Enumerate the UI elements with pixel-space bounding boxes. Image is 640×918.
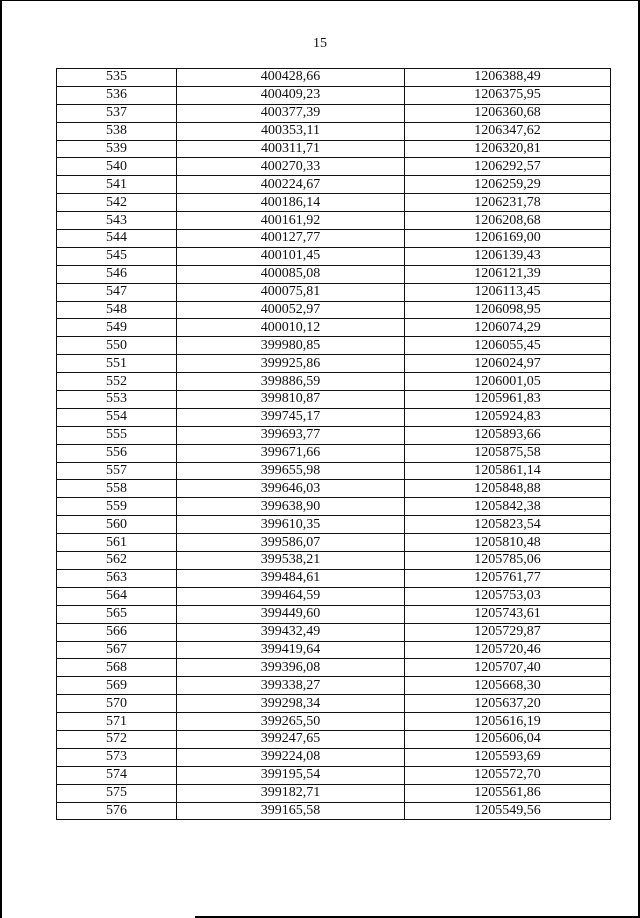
coordinates-table-body [57, 69, 611, 820]
scan-border-top [0, 0, 640, 1]
x-coordinate-cell: 399432,49 [177, 623, 405, 641]
table-row [57, 283, 611, 301]
x-coordinate-cell: 399419,64 [177, 641, 405, 659]
point-number-cell: 569 [57, 677, 177, 695]
x-coordinate-cell: 399224,08 [177, 748, 405, 766]
table-row [57, 552, 611, 570]
y-coordinate-cell: 1205606,04 [405, 730, 611, 748]
y-coordinate-cell: 1205753,03 [405, 587, 611, 605]
point-number-cell: 559 [57, 498, 177, 516]
x-coordinate-cell: 399745,17 [177, 408, 405, 426]
x-coordinate-cell: 400186,14 [177, 194, 405, 212]
x-coordinate-cell: 400224,67 [177, 176, 405, 194]
point-number-cell: 573 [57, 748, 177, 766]
y-coordinate-cell: 1205549,56 [405, 802, 611, 820]
point-number-cell: 554 [57, 408, 177, 426]
table-row [57, 462, 611, 480]
y-coordinate-cell: 1206375,95 [405, 86, 611, 104]
y-coordinate-cell: 1206001,05 [405, 373, 611, 391]
x-coordinate-cell: 400270,33 [177, 158, 405, 176]
y-coordinate-cell: 1205743,61 [405, 605, 611, 623]
y-coordinate-cell: 1205720,46 [405, 641, 611, 659]
x-coordinate-cell: 399165,58 [177, 802, 405, 820]
table-row [57, 176, 611, 194]
table-row [57, 212, 611, 230]
x-coordinate-cell: 400377,39 [177, 104, 405, 122]
scan-border-left [0, 0, 2, 918]
table-row [57, 784, 611, 802]
x-coordinate-cell: 399247,65 [177, 730, 405, 748]
table-row [57, 140, 611, 158]
x-coordinate-cell: 400085,08 [177, 265, 405, 283]
table-row [57, 659, 611, 677]
table-row [57, 444, 611, 462]
y-coordinate-cell: 1205572,70 [405, 766, 611, 784]
point-number-cell: 555 [57, 426, 177, 444]
y-coordinate-cell: 1205637,20 [405, 695, 611, 713]
x-coordinate-cell: 400075,81 [177, 283, 405, 301]
point-number-cell: 540 [57, 158, 177, 176]
point-number-cell: 560 [57, 516, 177, 534]
x-coordinate-cell: 399886,59 [177, 373, 405, 391]
x-coordinate-cell: 400101,45 [177, 247, 405, 265]
table-row [57, 426, 611, 444]
point-number-cell: 556 [57, 444, 177, 462]
point-number-cell: 545 [57, 247, 177, 265]
table-row [57, 480, 611, 498]
y-coordinate-cell: 1206360,68 [405, 104, 611, 122]
y-coordinate-cell: 1205561,86 [405, 784, 611, 802]
y-coordinate-cell: 1205785,06 [405, 552, 611, 570]
point-number-cell: 537 [57, 104, 177, 122]
point-number-cell: 557 [57, 462, 177, 480]
table-row [57, 748, 611, 766]
table-row [57, 498, 611, 516]
y-coordinate-cell: 1205848,88 [405, 480, 611, 498]
y-coordinate-cell: 1206347,62 [405, 122, 611, 140]
table-row [57, 158, 611, 176]
point-number-cell: 571 [57, 713, 177, 731]
table-row [57, 534, 611, 552]
y-coordinate-cell: 1206139,43 [405, 247, 611, 265]
x-coordinate-cell: 400353,11 [177, 122, 405, 140]
table-row [57, 122, 611, 140]
coordinates-table [56, 68, 611, 820]
point-number-cell: 541 [57, 176, 177, 194]
point-number-cell: 543 [57, 212, 177, 230]
x-coordinate-cell: 399671,66 [177, 444, 405, 462]
x-coordinate-cell: 399338,27 [177, 677, 405, 695]
point-number-cell: 576 [57, 802, 177, 820]
point-number-cell: 548 [57, 301, 177, 319]
table-row [57, 605, 611, 623]
point-number-cell: 552 [57, 373, 177, 391]
x-coordinate-cell: 399980,85 [177, 337, 405, 355]
point-number-cell: 550 [57, 337, 177, 355]
table-row [57, 265, 611, 283]
y-coordinate-cell: 1206259,29 [405, 176, 611, 194]
y-coordinate-cell: 1205823,54 [405, 516, 611, 534]
table-row [57, 408, 611, 426]
table-row [57, 516, 611, 534]
y-coordinate-cell: 1206231,78 [405, 194, 611, 212]
y-coordinate-cell: 1205961,83 [405, 391, 611, 409]
y-coordinate-cell: 1206055,45 [405, 337, 611, 355]
table-row [57, 641, 611, 659]
x-coordinate-cell: 400428,66 [177, 69, 405, 87]
table-row [57, 677, 611, 695]
table-row [57, 86, 611, 104]
x-coordinate-cell: 400409,23 [177, 86, 405, 104]
table-row [57, 247, 611, 265]
y-coordinate-cell: 1206074,29 [405, 319, 611, 337]
point-number-cell: 567 [57, 641, 177, 659]
y-coordinate-cell: 1205707,40 [405, 659, 611, 677]
point-number-cell: 570 [57, 695, 177, 713]
y-coordinate-cell: 1205875,58 [405, 444, 611, 462]
y-coordinate-cell: 1205729,87 [405, 623, 611, 641]
point-number-cell: 575 [57, 784, 177, 802]
point-number-cell: 546 [57, 265, 177, 283]
table-row [57, 623, 611, 641]
x-coordinate-cell: 400311,71 [177, 140, 405, 158]
point-number-cell: 547 [57, 283, 177, 301]
point-number-cell: 562 [57, 552, 177, 570]
y-coordinate-cell: 1205924,83 [405, 408, 611, 426]
x-coordinate-cell: 399655,98 [177, 462, 405, 480]
x-coordinate-cell: 400010,12 [177, 319, 405, 337]
table-row [57, 230, 611, 248]
x-coordinate-cell: 399195,54 [177, 766, 405, 784]
x-coordinate-cell: 399265,50 [177, 713, 405, 731]
y-coordinate-cell: 1206024,97 [405, 355, 611, 373]
x-coordinate-cell: 399638,90 [177, 498, 405, 516]
table-row [57, 802, 611, 820]
y-coordinate-cell: 1206208,68 [405, 212, 611, 230]
table-row [57, 391, 611, 409]
y-coordinate-cell: 1205761,77 [405, 569, 611, 587]
x-coordinate-cell: 399484,61 [177, 569, 405, 587]
y-coordinate-cell: 1206320,81 [405, 140, 611, 158]
y-coordinate-cell: 1205861,14 [405, 462, 611, 480]
y-coordinate-cell: 1206169,00 [405, 230, 611, 248]
table-row [57, 355, 611, 373]
table-row [57, 730, 611, 748]
point-number-cell: 539 [57, 140, 177, 158]
table-row [57, 766, 611, 784]
x-coordinate-cell: 400161,92 [177, 212, 405, 230]
x-coordinate-cell: 399610,35 [177, 516, 405, 534]
point-number-cell: 549 [57, 319, 177, 337]
x-coordinate-cell: 400052,97 [177, 301, 405, 319]
page-number: 15 [313, 36, 327, 51]
table-row [57, 69, 611, 87]
y-coordinate-cell: 1205810,48 [405, 534, 611, 552]
x-coordinate-cell: 400127,77 [177, 230, 405, 248]
table-row [57, 194, 611, 212]
point-number-cell: 564 [57, 587, 177, 605]
table-row [57, 319, 611, 337]
table-row [57, 337, 611, 355]
point-number-cell: 566 [57, 623, 177, 641]
x-coordinate-cell: 399464,59 [177, 587, 405, 605]
point-number-cell: 572 [57, 730, 177, 748]
table-row [57, 373, 611, 391]
point-number-cell: 558 [57, 480, 177, 498]
y-coordinate-cell: 1205893,66 [405, 426, 611, 444]
x-coordinate-cell: 399810,87 [177, 391, 405, 409]
y-coordinate-cell: 1205668,30 [405, 677, 611, 695]
y-coordinate-cell: 1205842,38 [405, 498, 611, 516]
point-number-cell: 568 [57, 659, 177, 677]
point-number-cell: 565 [57, 605, 177, 623]
y-coordinate-cell: 1205616,19 [405, 713, 611, 731]
table-row [57, 301, 611, 319]
x-coordinate-cell: 399538,21 [177, 552, 405, 570]
table-row [57, 104, 611, 122]
x-coordinate-cell: 399646,03 [177, 480, 405, 498]
y-coordinate-cell: 1206388,49 [405, 69, 611, 87]
table-row [57, 569, 611, 587]
x-coordinate-cell: 399586,07 [177, 534, 405, 552]
table-row [57, 587, 611, 605]
x-coordinate-cell: 399298,34 [177, 695, 405, 713]
table-row [57, 713, 611, 731]
table-row [57, 695, 611, 713]
x-coordinate-cell: 399449,60 [177, 605, 405, 623]
x-coordinate-cell: 399182,71 [177, 784, 405, 802]
point-number-cell: 542 [57, 194, 177, 212]
point-number-cell: 535 [57, 69, 177, 87]
y-coordinate-cell: 1206121,39 [405, 265, 611, 283]
point-number-cell: 544 [57, 230, 177, 248]
point-number-cell: 563 [57, 569, 177, 587]
point-number-cell: 574 [57, 766, 177, 784]
point-number-cell: 536 [57, 86, 177, 104]
x-coordinate-cell: 399396,08 [177, 659, 405, 677]
point-number-cell: 561 [57, 534, 177, 552]
y-coordinate-cell: 1206113,45 [405, 283, 611, 301]
x-coordinate-cell: 399693,77 [177, 426, 405, 444]
x-coordinate-cell: 399925,86 [177, 355, 405, 373]
point-number-cell: 538 [57, 122, 177, 140]
point-number-cell: 553 [57, 391, 177, 409]
point-number-cell: 551 [57, 355, 177, 373]
y-coordinate-cell: 1206292,57 [405, 158, 611, 176]
y-coordinate-cell: 1206098,95 [405, 301, 611, 319]
y-coordinate-cell: 1205593,69 [405, 748, 611, 766]
